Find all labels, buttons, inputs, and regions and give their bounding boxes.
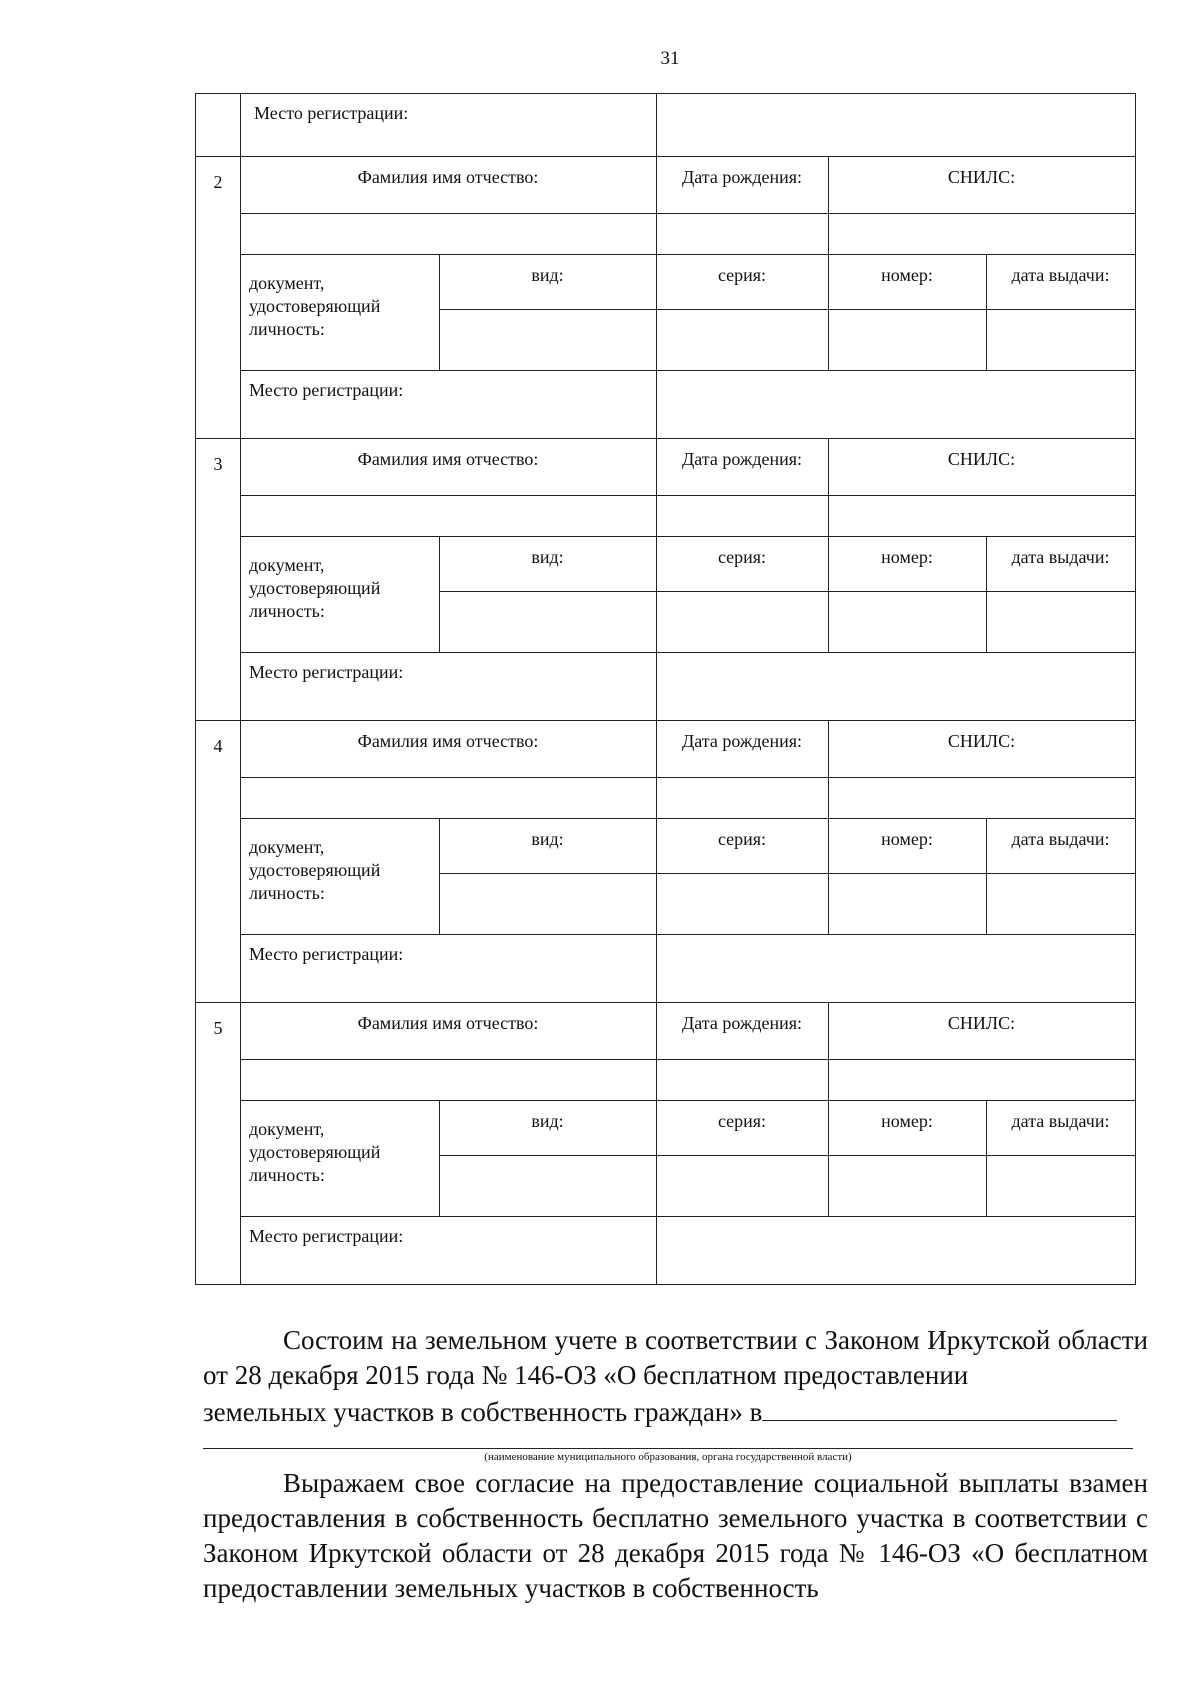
- snils-label: СНИЛС:: [947, 1013, 1016, 1033]
- kind-label: вид:: [531, 1111, 564, 1131]
- doc-values-line: [439, 873, 1135, 874]
- doc-series-input[interactable]: [662, 596, 822, 646]
- fio-label: Фамилия имя отчество:: [357, 167, 539, 187]
- birth-label: Дата рождения:: [681, 449, 803, 469]
- doc-label: документ, удостоверяющий личность:: [249, 555, 381, 621]
- person-block-border: [196, 438, 1135, 439]
- doc-issue-date-input[interactable]: [992, 1160, 1129, 1210]
- doc-row-line: [240, 254, 1135, 255]
- fio-label: Фамилия имя отчество:: [357, 449, 539, 469]
- registration-input[interactable]: [662, 376, 1129, 432]
- snils-input[interactable]: [834, 218, 1129, 248]
- doc-number-input[interactable]: [834, 314, 980, 364]
- paragraph-land-registry: [203, 1323, 1148, 1430]
- doc-row-line: [240, 536, 1135, 537]
- registration-label: Место регистрации:: [249, 380, 404, 400]
- snils-input[interactable]: [834, 782, 1129, 812]
- fio-value-line: [240, 213, 1135, 214]
- number-column-divider: [240, 94, 241, 1284]
- series-label: серия:: [717, 1111, 767, 1131]
- fio-label: Фамилия имя отчество:: [357, 1013, 539, 1033]
- snils-label: СНИЛС:: [947, 449, 1016, 469]
- number-label: номер:: [881, 829, 933, 849]
- kind-label: вид:: [531, 829, 564, 849]
- doc-row-line: [240, 818, 1135, 819]
- paragraph-consent-text: Выражаем свое согласие на предоставление социальной выплаты взамен предоставления в собственность бесплатно земельного участка в соответствии с Законом Иркутской области от 28 декабря 2015 года № 146-ОЗ «О бесплатном предоставлении земельных участков в собственность: [203, 1468, 1148, 1603]
- registration-value-divider: [656, 370, 657, 438]
- doc-series-input[interactable]: [662, 1160, 822, 1210]
- birth-date-input[interactable]: [662, 500, 822, 530]
- fio-input[interactable]: [246, 1064, 651, 1094]
- municipality-fill-line[interactable]: [762, 1393, 1117, 1421]
- doc-values-line: [439, 591, 1135, 592]
- registration-input[interactable]: [662, 658, 1129, 714]
- issue-date-label: дата выдачи:: [1011, 829, 1110, 849]
- registration-input[interactable]: [662, 940, 1129, 996]
- person-block-border: [196, 720, 1135, 721]
- doc-number-input[interactable]: [834, 878, 980, 928]
- doc-values-line: [439, 309, 1135, 310]
- doc-kind-input[interactable]: [445, 1160, 650, 1210]
- registration-row-line: [240, 934, 1135, 935]
- birth-label: Дата рождения:: [681, 731, 803, 751]
- snils-input[interactable]: [834, 1064, 1129, 1094]
- page-number: 31: [660, 48, 680, 69]
- fio-input[interactable]: [246, 782, 651, 812]
- municipality-caption: (наименование муниципального образования, органа государственной власти): [484, 1451, 852, 1463]
- registration-value-divider: [656, 652, 657, 720]
- series-label: серия:: [717, 829, 767, 849]
- fio-input[interactable]: [246, 218, 651, 248]
- number-label: номер:: [881, 1111, 933, 1131]
- birth-date-input[interactable]: [662, 1064, 822, 1094]
- registration-input[interactable]: [662, 1222, 1129, 1278]
- registration-row-line: [240, 1216, 1135, 1217]
- doc-issue-date-input[interactable]: [992, 314, 1129, 364]
- birth-label: Дата рождения:: [681, 1013, 803, 1033]
- snils-input[interactable]: [834, 500, 1129, 530]
- registration-divider: [656, 94, 657, 156]
- doc-label: документ, удостоверяющий личность:: [249, 273, 381, 339]
- registration-label: Место регистрации:: [249, 944, 404, 964]
- birth-label: Дата рождения:: [681, 167, 803, 187]
- snils-label: СНИЛС:: [947, 731, 1016, 751]
- birth-date-input[interactable]: [662, 782, 822, 812]
- fio-input[interactable]: [246, 500, 651, 530]
- person-number: 5: [213, 1018, 223, 1038]
- paragraph-consent: [203, 1466, 1148, 1606]
- doc-label: документ, удостоверяющий личность:: [249, 1119, 381, 1185]
- registration-label: Место регистрации:: [249, 1226, 404, 1246]
- snils-label: СНИЛС:: [947, 167, 1016, 187]
- doc-number-input[interactable]: [834, 1160, 980, 1210]
- fio-value-line: [240, 1059, 1135, 1060]
- person-number: 2: [213, 172, 223, 192]
- series-label: серия:: [717, 265, 767, 285]
- number-label: номер:: [881, 265, 933, 285]
- doc-issue-date-input[interactable]: [992, 878, 1129, 928]
- person-number: 3: [213, 454, 223, 474]
- kind-label: вид:: [531, 547, 564, 567]
- paragraph-land-registry-text: Состоим на земельном учете в соответствии с Законом Иркутской области от 28 декабря 2015 года № 146-ОЗ «О бесплатном предоставлении: [203, 1325, 1148, 1390]
- registration-label: Место регистрации:: [254, 103, 409, 123]
- doc-issue-date-input[interactable]: [992, 596, 1129, 646]
- person-number: 4: [213, 736, 223, 756]
- issue-date-label: дата выдачи:: [1011, 547, 1110, 567]
- doc-values-line: [439, 1155, 1135, 1156]
- kind-label: вид:: [531, 265, 564, 285]
- doc-series-input[interactable]: [662, 878, 822, 928]
- doc-number-input[interactable]: [834, 596, 980, 646]
- registration-value-divider: [656, 934, 657, 1002]
- doc-kind-input[interactable]: [445, 878, 650, 928]
- registration-row-line: [240, 652, 1135, 653]
- issue-date-label: дата выдачи:: [1011, 265, 1110, 285]
- person-block-border: [196, 1002, 1135, 1003]
- fio-value-line: [240, 777, 1135, 778]
- doc-label: документ, удостоверяющий личность:: [249, 837, 381, 903]
- registration-value-divider: [656, 1216, 657, 1284]
- doc-series-input[interactable]: [662, 314, 822, 364]
- issue-date-label: дата выдачи:: [1011, 1111, 1110, 1131]
- applicants-form-table: [195, 93, 1136, 1285]
- birth-date-input[interactable]: [662, 218, 822, 248]
- number-label: номер:: [881, 547, 933, 567]
- fio-label: Фамилия имя отчество:: [357, 731, 539, 751]
- registration-label: Место регистрации:: [249, 662, 404, 682]
- registration-row-line: [240, 370, 1135, 371]
- series-label: серия:: [717, 547, 767, 567]
- doc-kind-input[interactable]: [445, 314, 650, 364]
- doc-kind-input[interactable]: [445, 596, 650, 646]
- paragraph-land-registry-last: земельных участков в собственность граждан» в: [203, 1397, 763, 1427]
- fio-value-line: [240, 495, 1135, 496]
- caption-line: [203, 1448, 1133, 1449]
- doc-row-line: [240, 1100, 1135, 1101]
- person-block-border: [196, 156, 1135, 157]
